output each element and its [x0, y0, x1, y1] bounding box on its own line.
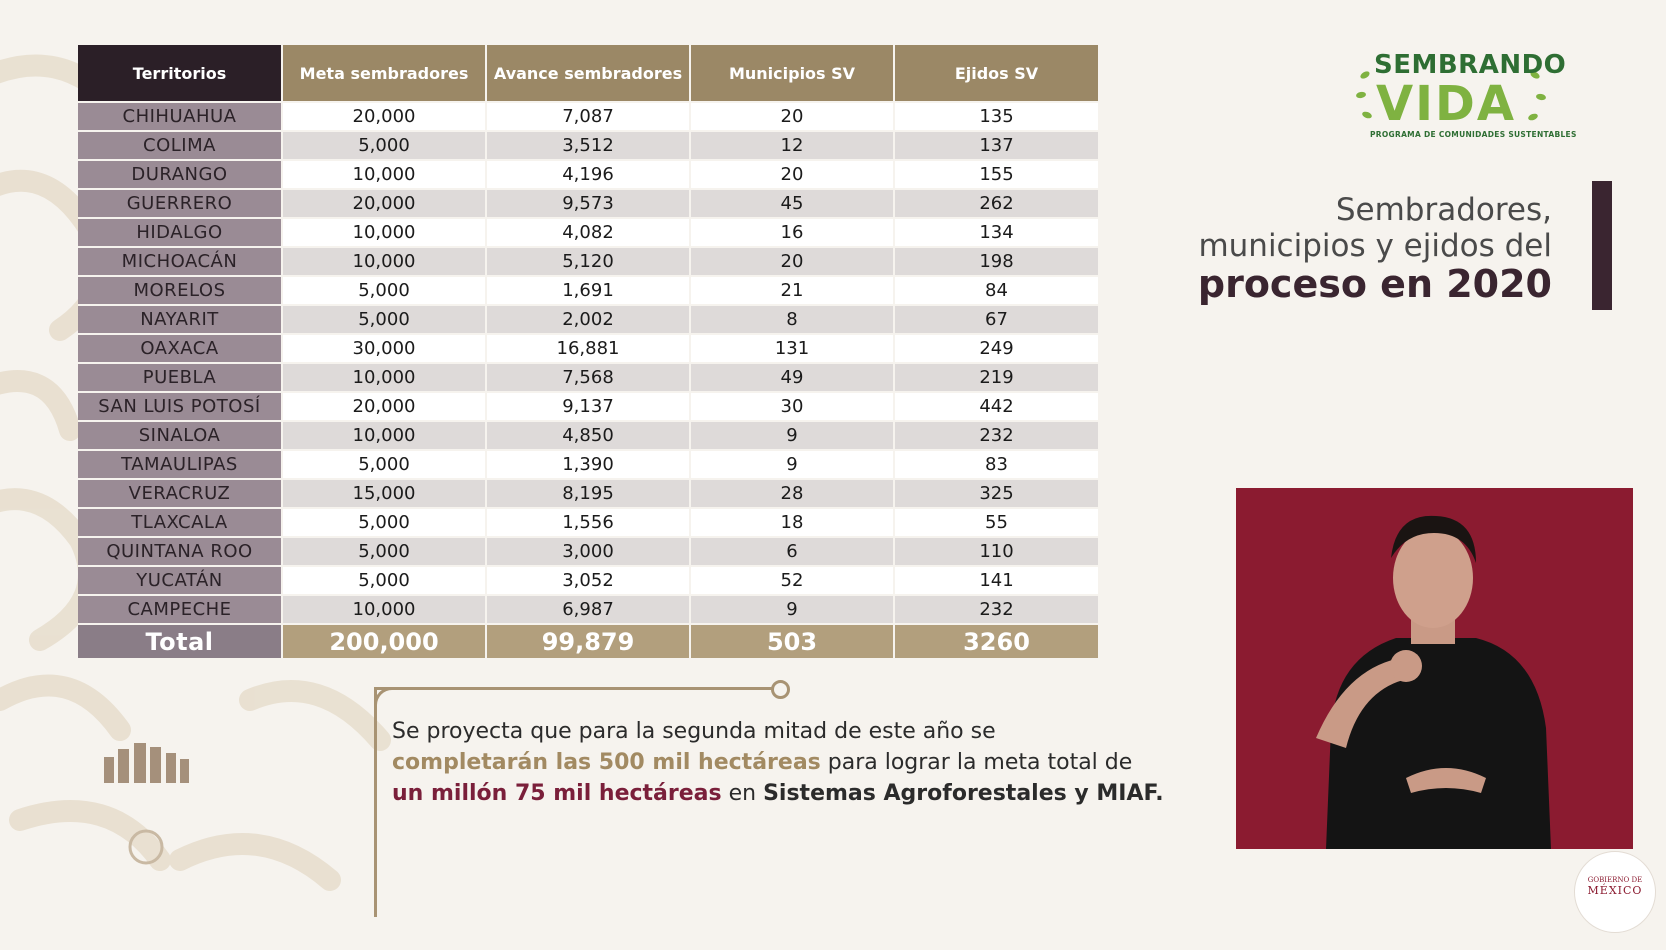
gob-logo-bottom-text: MÉXICO — [1587, 884, 1643, 897]
cell-meta: 15,000 — [282, 479, 486, 508]
note-line-3-mid: en — [721, 781, 764, 806]
total-label: Total — [78, 624, 282, 658]
cell-municipios: 9 — [690, 595, 894, 624]
table-row — [78, 450, 1098, 479]
total-meta: 200,000 — [282, 624, 486, 658]
note-highlight-sistemas: Sistemas Agroforestales y MIAF. — [763, 781, 1164, 806]
header-municipios-sv: Municipios SV — [690, 45, 894, 102]
table-row — [78, 131, 1098, 160]
leaf-icon — [1359, 70, 1371, 80]
cell-avance: 6,987 — [486, 595, 690, 624]
table-row — [78, 189, 1098, 218]
cell-municipios: 6 — [690, 537, 894, 566]
cell-ejidos: 232 — [894, 421, 1098, 450]
cell-meta: 30,000 — [282, 334, 486, 363]
cell-municipios: 9 — [690, 421, 894, 450]
cell-municipios: 20 — [690, 160, 894, 189]
table-row — [78, 595, 1098, 624]
cell-avance: 1,691 — [486, 276, 690, 305]
table-row — [78, 218, 1098, 247]
total-ejidos: 3260 — [894, 624, 1098, 658]
table-row — [78, 363, 1098, 392]
cell-avance: 2,002 — [486, 305, 690, 334]
table-row — [78, 508, 1098, 537]
cell-ejidos: 325 — [894, 479, 1098, 508]
cell-territorio: NAYARIT — [78, 305, 282, 334]
cell-ejidos: 262 — [894, 189, 1098, 218]
cell-territorio: COLIMA — [78, 131, 282, 160]
cell-municipios: 52 — [690, 566, 894, 595]
cell-meta: 20,000 — [282, 189, 486, 218]
cell-territorio: HIDALGO — [78, 218, 282, 247]
cell-municipios: 45 — [690, 189, 894, 218]
cell-ejidos: 134 — [894, 218, 1098, 247]
logo-top-text: SEMBRANDO — [1374, 50, 1567, 80]
cell-territorio: CAMPECHE — [78, 595, 282, 624]
slide-heading — [1198, 192, 1552, 304]
cell-avance: 1,556 — [486, 508, 690, 537]
table-row — [78, 334, 1098, 363]
header-territorios: Territorios — [78, 45, 282, 102]
cell-avance: 4,850 — [486, 421, 690, 450]
projection-note — [392, 716, 1192, 809]
cell-territorio: MICHOACÁN — [78, 247, 282, 276]
cell-avance: 9,137 — [486, 392, 690, 421]
table-row — [78, 102, 1098, 131]
cell-ejidos: 67 — [894, 305, 1098, 334]
cell-territorio: SINALOA — [78, 421, 282, 450]
sembradores-table — [78, 45, 1098, 658]
cell-avance: 9,573 — [486, 189, 690, 218]
cell-territorio: MORELOS — [78, 276, 282, 305]
cell-municipios: 21 — [690, 276, 894, 305]
cell-avance: 7,568 — [486, 363, 690, 392]
cell-meta: 5,000 — [282, 450, 486, 479]
gobierno-mexico-logo-right — [1574, 851, 1656, 933]
note-line-2-rest: para lograr la meta total de — [820, 750, 1133, 775]
note-connector-line — [376, 687, 780, 690]
cell-ejidos: 110 — [894, 537, 1098, 566]
table-row — [78, 479, 1098, 508]
cell-territorio: OAXACA — [78, 334, 282, 363]
cell-avance: 3,000 — [486, 537, 690, 566]
total-municipios: 503 — [690, 624, 894, 658]
cell-ejidos: 137 — [894, 131, 1098, 160]
table-row — [78, 421, 1098, 450]
cell-avance: 7,087 — [486, 102, 690, 131]
cell-avance: 5,120 — [486, 247, 690, 276]
heading-line-3: proceso en 2020 — [1197, 262, 1552, 306]
note-highlight-un-millon: un millón 75 mil hectáreas — [392, 781, 722, 806]
note-highlight-500mil: completarán las 500 mil hectáreas — [392, 750, 821, 775]
cell-ejidos: 198 — [894, 247, 1098, 276]
logo-subtitle: PROGRAMA DE COMUNIDADES SUSTENTABLES — [1370, 130, 1577, 139]
cell-meta: 10,000 — [282, 421, 486, 450]
interpreter-figure — [1236, 488, 1633, 849]
cell-meta: 10,000 — [282, 247, 486, 276]
gobierno-mexico-logo-left — [100, 727, 196, 867]
cell-ejidos: 219 — [894, 363, 1098, 392]
table-row — [78, 392, 1098, 421]
cell-ejidos: 232 — [894, 595, 1098, 624]
cell-territorio: GUERRERO — [78, 189, 282, 218]
cell-territorio: SAN LUIS POTOSÍ — [78, 392, 282, 421]
table-total-row — [78, 624, 1098, 658]
sembrando-vida-logo — [1352, 42, 1577, 142]
logo-main-text: VIDA — [1376, 76, 1516, 132]
cell-ejidos: 84 — [894, 276, 1098, 305]
cell-territorio: YUCATÁN — [78, 566, 282, 595]
table-row — [78, 305, 1098, 334]
cell-territorio: VERACRUZ — [78, 479, 282, 508]
cell-meta: 10,000 — [282, 363, 486, 392]
cell-meta: 10,000 — [282, 595, 486, 624]
cell-avance: 3,512 — [486, 131, 690, 160]
cell-meta: 10,000 — [282, 160, 486, 189]
cell-ejidos: 141 — [894, 566, 1098, 595]
heading-line-1: Sembradores, — [1335, 192, 1552, 228]
note-dot-marker — [771, 680, 790, 699]
cell-municipios: 20 — [690, 247, 894, 276]
cell-territorio: TLAXCALA — [78, 508, 282, 537]
cell-territorio: PUEBLA — [78, 363, 282, 392]
cell-avance: 4,082 — [486, 218, 690, 247]
cell-territorio: TAMAULIPAS — [78, 450, 282, 479]
cell-territorio: CHIHUAHUA — [78, 102, 282, 131]
leaf-icon — [1527, 112, 1538, 121]
cell-municipios: 30 — [690, 392, 894, 421]
table-row — [78, 566, 1098, 595]
total-avance: 99,879 — [486, 624, 690, 658]
header-ejidos-sv: Ejidos SV — [894, 45, 1098, 102]
table-row — [78, 537, 1098, 566]
heading-line-2: municipios y ejidos del — [1198, 228, 1552, 264]
leaf-icon — [1356, 91, 1367, 99]
table-row — [78, 247, 1098, 276]
cell-territorio: DURANGO — [78, 160, 282, 189]
cell-ejidos: 249 — [894, 334, 1098, 363]
cell-avance: 3,052 — [486, 566, 690, 595]
cell-meta: 5,000 — [282, 305, 486, 334]
cell-municipios: 131 — [690, 334, 894, 363]
cell-meta: 10,000 — [282, 218, 486, 247]
header-meta-sembradores: Meta sembradores — [282, 45, 486, 102]
cell-avance: 8,195 — [486, 479, 690, 508]
cell-municipios: 12 — [690, 131, 894, 160]
cell-meta: 5,000 — [282, 276, 486, 305]
gob-logo-top-text: GOBIERNO DE — [1587, 876, 1643, 884]
cell-ejidos: 83 — [894, 450, 1098, 479]
cell-avance: 4,196 — [486, 160, 690, 189]
table-row — [78, 276, 1098, 305]
cell-meta: 5,000 — [282, 508, 486, 537]
cell-ejidos: 442 — [894, 392, 1098, 421]
cell-municipios: 28 — [690, 479, 894, 508]
cell-avance: 16,881 — [486, 334, 690, 363]
heading-accent-bar — [1592, 181, 1612, 310]
cell-meta: 5,000 — [282, 131, 486, 160]
cell-municipios: 8 — [690, 305, 894, 334]
note-line-1: Se proyecta que para la segunda mitad de este año se — [392, 719, 996, 744]
cell-territorio: QUINTANA ROO — [78, 537, 282, 566]
leaf-icon — [1536, 93, 1547, 101]
sign-language-interpreter-video — [1236, 488, 1633, 849]
cell-municipios: 16 — [690, 218, 894, 247]
cell-meta: 20,000 — [282, 392, 486, 421]
cell-avance: 1,390 — [486, 450, 690, 479]
cell-ejidos: 55 — [894, 508, 1098, 537]
leaf-icon — [1361, 110, 1372, 119]
cell-ejidos: 155 — [894, 160, 1098, 189]
cell-ejidos: 135 — [894, 102, 1098, 131]
cell-meta: 5,000 — [282, 537, 486, 566]
note-side-line — [374, 687, 377, 917]
table-header-row — [78, 45, 1098, 102]
cell-meta: 20,000 — [282, 102, 486, 131]
table-row — [78, 160, 1098, 189]
cell-meta: 5,000 — [282, 566, 486, 595]
cell-municipios: 18 — [690, 508, 894, 537]
cell-municipios: 9 — [690, 450, 894, 479]
cell-municipios: 20 — [690, 102, 894, 131]
cell-municipios: 49 — [690, 363, 894, 392]
header-avance-sembradores: Avance sembradores — [486, 45, 690, 102]
